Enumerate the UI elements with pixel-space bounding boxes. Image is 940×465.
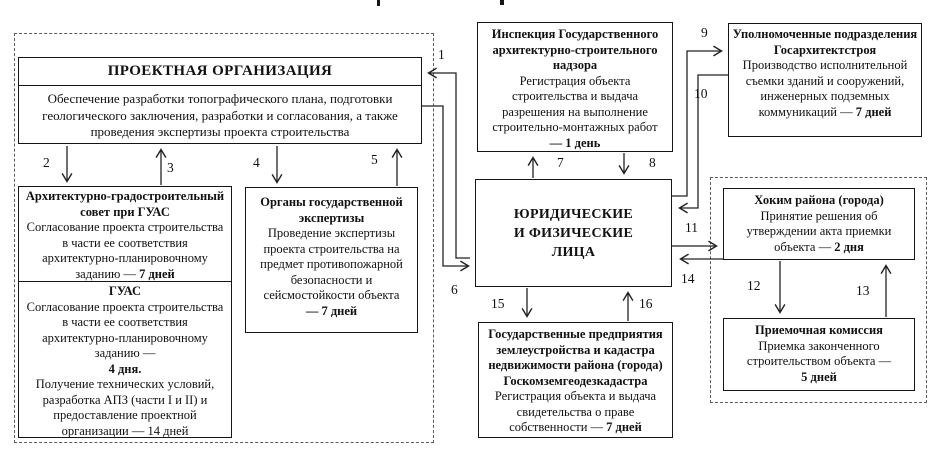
legal-entities-box bbox=[475, 179, 672, 287]
acceptance-title: Приемочная комиссия bbox=[755, 323, 883, 337]
clipped-title-fragment bbox=[500, 0, 504, 5]
authorized-units-box bbox=[728, 23, 922, 137]
landreg-title: Государственные предприятия землеустройства и кадастра недвижимости района (города) Госкомземгеодезкадастра bbox=[488, 327, 663, 388]
legal-title-line1: ЮРИДИЧЕСКИЕ bbox=[513, 206, 634, 222]
ags-guas-box bbox=[18, 186, 232, 438]
connector-label-5: 5 bbox=[371, 152, 378, 167]
authorized-title: Уполномоченные подразделения Госархитектстроя bbox=[732, 27, 918, 57]
guas-section bbox=[19, 282, 231, 439]
connector-label-6: 6 bbox=[451, 282, 458, 297]
authorized-body: Производство исполнительной съемки зданий и сооружений, инженерных подземных коммуникаций — 7 дней bbox=[742, 58, 908, 119]
connector-label-7: 7 bbox=[557, 155, 564, 170]
connector-label-10: 10 bbox=[694, 86, 708, 101]
landreg-body: Регистрация объекта и выдача свидетельства о праве собственности — 7 дней bbox=[494, 389, 657, 434]
ags-council-title: Архитектурно-градостроительный совет при ГУАС bbox=[25, 189, 225, 219]
connector-label-16: 16 bbox=[639, 296, 653, 311]
hokim-body: Принятие решения об утверждении акта приемки объекта — 2 дня bbox=[746, 208, 892, 254]
project-organization-box bbox=[18, 57, 422, 144]
expertise-duration: — 7 дней bbox=[305, 303, 358, 318]
connector-label-8: 8 bbox=[649, 155, 656, 170]
state-expertise-box bbox=[245, 187, 418, 333]
hokim-title: Хоким района (города) bbox=[754, 193, 884, 207]
legal-title-line3: ЛИЦА bbox=[551, 244, 596, 260]
connector-label-4: 4 bbox=[253, 155, 260, 170]
ags-council-section bbox=[19, 187, 231, 282]
guas-body2: Получение технических условий, разработка АПЗ (части I и II) и предоставление проектной организации — 14 дней bbox=[35, 377, 215, 438]
inspection-body: Регистрация объекта строительства и выдача разрешения на выполнение строительно-монтажных работ bbox=[492, 73, 658, 134]
acceptance-commission-box bbox=[723, 318, 915, 391]
legal-title-line2: И ФИЗИЧЕСКИЕ bbox=[513, 225, 634, 241]
box-title bbox=[19, 58, 421, 86]
authorized-duration: 7 дней bbox=[855, 104, 892, 119]
ags-council-body: Согласование проекта строительства в части ее соответствия архитектурно-планировочному заданию — 7 дней bbox=[26, 220, 224, 281]
connector-label-13: 13 bbox=[856, 283, 870, 298]
connector-label-3: 3 bbox=[167, 160, 174, 175]
acceptance-duration: 5 дней bbox=[801, 369, 837, 384]
connector-9 bbox=[672, 51, 721, 196]
expertise-body: Проведение экспертизы проекта строительства на предмет противопожарной безопасности и сейсмостойкости объекта bbox=[260, 226, 403, 302]
expertise-title: Органы государственной экспертизы bbox=[260, 195, 403, 225]
hokim-box bbox=[723, 188, 915, 260]
connector-label-11: 11 bbox=[685, 220, 698, 235]
connector-label-12: 12 bbox=[747, 278, 761, 293]
state-inspection-box bbox=[477, 22, 673, 152]
acceptance-body: Приемка законченного строительством объекта — bbox=[746, 338, 892, 368]
connector-label-1: 1 bbox=[438, 47, 445, 62]
box-body: Обеспечение разработки топографического плана, подготовки геологического заключения, разработки и согласования, а также проведения экспертизы проекта строительства bbox=[42, 91, 398, 139]
connector-label-9: 9 bbox=[701, 25, 708, 40]
connector-label-14: 14 bbox=[681, 271, 695, 286]
hokim-duration: 2 дня bbox=[834, 239, 864, 254]
connector-1 bbox=[429, 73, 470, 258]
inspection-title: Инспекция Государственного архитектурно-строительного надзора bbox=[491, 27, 659, 72]
project-organization-title: ПРОЕКТНАЯ ОРГАНИЗАЦИЯ bbox=[107, 62, 333, 79]
guas-body1: Согласование проекта строительства в части ее соответствия архитектурно-планировочному заданию — bbox=[26, 299, 224, 360]
clipped-title-fragment bbox=[377, 0, 380, 6]
guas-title: ГУАС bbox=[108, 284, 142, 298]
guas-duration1: 4 дня. bbox=[108, 361, 142, 376]
land-registry-box bbox=[478, 322, 673, 438]
ags-council-duration: 7 дней bbox=[139, 266, 175, 281]
connector-label-2: 2 bbox=[43, 155, 50, 170]
landreg-duration: 7 дней bbox=[606, 420, 642, 434]
inspection-duration: — 1 день bbox=[549, 135, 601, 150]
connector-label-15: 15 bbox=[491, 296, 505, 311]
